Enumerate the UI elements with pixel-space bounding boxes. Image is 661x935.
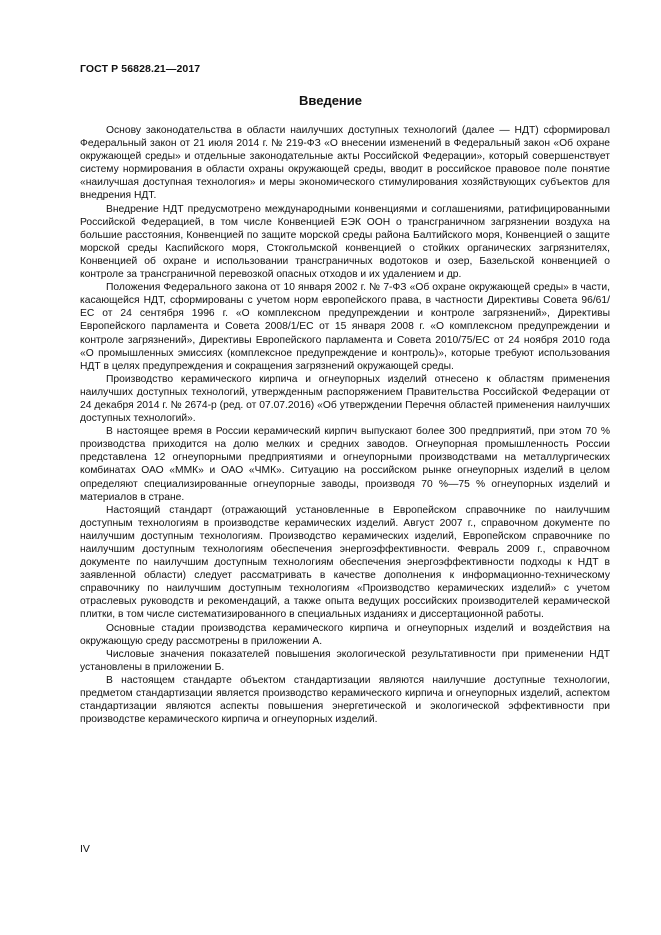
page-number: IV xyxy=(80,843,90,855)
paragraph: В настоящем стандарте объектом стандартизации являются наилучшие доступные технологии, предметом стандартизации является производство керамического кирпича и огнеупорных изделий, аспектом стандартизации являются аспекты повышения энергетической и экологической эффективности при производстве керамического кирпича и огнеупорных изделий. xyxy=(80,674,610,726)
body-text xyxy=(80,124,610,726)
paragraph: Основные стадии производства керамического кирпича и огнеупорных изделий и воздействия на окружающую среду рассмотрены в приложении А. xyxy=(80,622,610,647)
paragraph: Настоящий стандарт (отражающий установленные в Европейском справочнике по наилучшим доступным технологиям в производстве керамических изделий. Август 2007 г., справочном документе по наилучшим доступным технологиям. Производство керамических изделий, Европейском справочнике по наилучшим доступным технологиям обеспечения энергоэффективности. Февраль 2009 г., справочном документе по наилучшим доступным технологиям обеспечения энергоэффективности подходы к НДТ в заявленной области) следует рассматривать в качестве дополнения к информационно-техническому справочнику по наилучшим доступным технологиям «Производство керамических изделий» с учетом отраслевых руководств и рекомендаций, а также опыта ведущих российских производителей керамической плитки, в том числе систематизированного в специальных изданиях и диссертационной работы. xyxy=(80,504,610,621)
paragraph: Числовые значения показателей повышения экологической результативности при применении НДТ установлены в приложении Б. xyxy=(80,648,610,673)
document-header: ГОСТ Р 56828.21—2017 xyxy=(80,63,201,75)
section-title: Введение xyxy=(299,93,362,108)
paragraph: Внедрение НДТ предусмотрено международными конвенциями и соглашениями, ратифицированными Российской Федерацией, в том числе Конвенцией ЕЭК ООН о трансграничном загрязнении воздуха на большие расстояния, Конвенцией по защите морской среды района Балтийского моря, Конвенцией о защите морской среды Каспийского моря, Стокгольмской конвенцией о стойких органических загрязнителях, Конвенцией об охране и использовании трансграничных водотоков и озер, Базельской конвенцией о контроле за трансграничной перевозкой опасных отходов и их удалением и др. xyxy=(80,203,610,281)
paragraph: В настоящее время в России керамический кирпич выпускают более 300 предприятий, при этом 70 % производства приходится на долю мелких и средних заводов. Огнеупорная промышленность России представлена 12 огнеупорными предприятиями и огнеупорными производствами на металлургических комбинатах ОАО «ММК» и ОАО «ЧМК». Ситуацию на российском рынке огнеупорных изделий в целом определяют специализированные огнеупорные заводы, производя 70 %—75 % огнеупорных изделий и материалов в стране. xyxy=(80,426,610,503)
paragraph: Положения Федерального закона от 10 января 2002 г. № 7-ФЗ «Об охране окружающей среды» в части, касающейся НДТ, сформированы с учетом норм европейского права, в частности Директивы Совета 96/61/ЕС от 24 сентября 1996 г. «О комплексном предупреждении и контроле загрязнений», Директивы Европейского парламента и Совета 2008/1/ЕС от 15 января 2008 г. «О комплексном предупреждении и контроле загрязнений», Директивы Европейского парламента и Совета 2010/75/ЕС от 24 ноября 2010 года «О промышленных эмиссиях (комплексное предупреждение и контроль)», которые требуют использования НДТ в целях предупреждения и сокращения загрязнений окружающей среды. xyxy=(80,282,610,372)
paragraph: Основу законодательства в области наилучших доступных технологий (далее — НДТ) сформировал Федеральный закон от 21 июля 2014 г. № 219-ФЗ «О внесении изменений в Федеральный закон «Об охране окружающей среды» и отдельные законодательные акты Российской Федерации», который совершенствует систему нормирования в области охраны окружающей среды, вводит в российское правовое поле понятие «наилучшая доступная технология» и меры экономического стимулирования хозяйствующих субъектов для внедрения НДТ. xyxy=(80,125,610,202)
paragraph: Производство керамического кирпича и огнеупорных изделий отнесено к областям применения наилучших доступных технологий, утвержденным распоряжением Правительства Российской Федерации от 24 декабря 2014 г. № 2674-р (ред. от 07.07.2016) «Об утверждении Перечня областей применения наилучших доступных технологий». xyxy=(80,373,610,425)
